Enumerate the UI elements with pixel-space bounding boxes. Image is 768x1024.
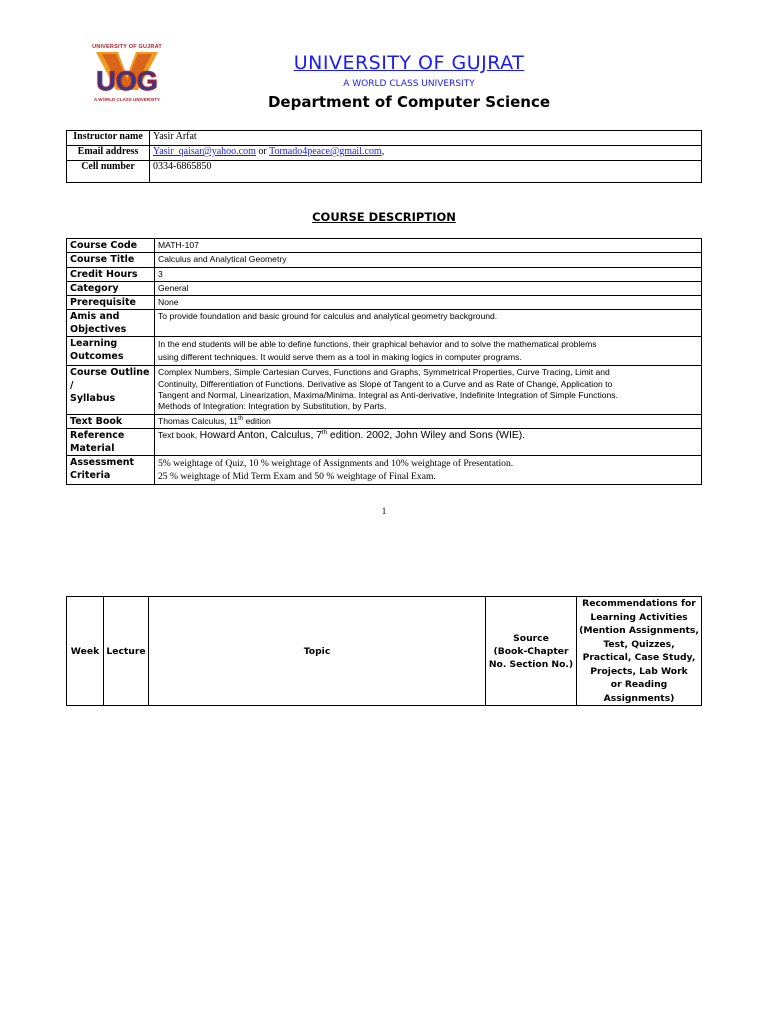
table-row [67, 310, 702, 337]
page-number: 1 [381, 506, 387, 516]
instructor-name: Yasir Arfat [150, 131, 702, 146]
outline-label-line2: Syllabus [70, 393, 116, 405]
assessment-line1: 5% weightage of Quiz, 10 % weightage of Assignments and 10% weightage of Presentation. [158, 457, 514, 469]
schedule-table [66, 596, 702, 706]
table-row [67, 414, 702, 428]
table-row [67, 296, 702, 310]
outline-label [67, 366, 155, 414]
email-value [150, 146, 702, 161]
logo-mark-text: UOG [96, 66, 158, 96]
table-row [67, 337, 702, 366]
course-code-label: Course Code [67, 239, 155, 253]
table-row [67, 455, 702, 484]
rec-line5: Practical, Case Study, [582, 652, 696, 663]
credit-hours-label: Credit Hours [67, 267, 155, 281]
category-label: Category [67, 281, 155, 295]
textbook-text-b: edition [243, 415, 271, 426]
cell-number: 0334-6865850 [150, 161, 702, 183]
outcomes [155, 337, 702, 366]
credit-hours: 3 [155, 267, 702, 281]
lecture-header: Lecture [104, 597, 149, 706]
source-line3: No. Section No.) [488, 658, 574, 670]
table-row [67, 253, 702, 267]
reference-text-c: edition. 2002, John Wiley and Sons (WIE). [327, 429, 526, 441]
aims-label-line2: Objectives [70, 324, 127, 336]
textbook-label: Text Book [67, 414, 155, 428]
rec-line4: Test, Quizzes, [603, 638, 675, 650]
source-header [486, 597, 577, 706]
outline-label-line1: Course Outline / [70, 367, 150, 392]
rec-line3: (Mention Assignments, [579, 625, 699, 636]
outline-line3: Tangent and Normal, Linearization, Maxima/Minima. Integral as Anti-derivative, Indefinite Integration of Simple Functions. [158, 390, 618, 401]
aims: To provide foundation and basic ground for calculus and analytical geometry background. [155, 310, 702, 337]
assessment [155, 455, 702, 484]
table-row [67, 161, 702, 183]
course-title: Calculus and Analytical Geometry [155, 253, 702, 267]
category: General [155, 281, 702, 295]
source-line1: Source [513, 632, 549, 644]
table-row [67, 131, 702, 146]
logo-top-text: UNIVERSITY OF GUJRAT [92, 44, 162, 50]
course-title-label: Course Title [67, 253, 155, 267]
rec-line7: or Reading Assignments) [603, 679, 675, 704]
outcomes-line2: using different techniques. It would serve them as a tool in making logics in computer programs. [158, 352, 522, 363]
reference-label [67, 428, 155, 455]
reference [155, 428, 702, 455]
topic-header: Topic [149, 597, 486, 706]
table-row [67, 428, 702, 455]
rec-line2: Learning Activities [590, 611, 688, 623]
instructor-table [66, 130, 702, 183]
reference-text-a: Text book, [158, 429, 200, 440]
reference-label-line1: Reference [70, 429, 125, 441]
cell-number-label: Cell number [67, 161, 150, 183]
email-label: Email address [67, 146, 150, 161]
assessment-label [67, 455, 155, 484]
course-description-table [66, 238, 702, 485]
outcomes-line1: In the end students will be able to define functions, their graphical behavior and to solve the mathematical problems [158, 339, 597, 350]
outcomes-label-line2: Outcomes [70, 351, 124, 363]
reference-label-line2: Material [70, 442, 115, 454]
textbook-sup: th [238, 415, 244, 422]
prerequisite-label: Prerequisite [67, 296, 155, 310]
assessment-line2: 25 % weightage of Mid Term Exam and 50 % weightage of Final Exam. [158, 470, 436, 482]
outcomes-label [67, 337, 155, 366]
logo-bottom-text: A WORLD CLASS UNIVERSITY [93, 97, 161, 102]
course-description-heading: COURSE DESCRIPTION [312, 210, 456, 224]
outline-line4: Methods of Integration: Integration by Substitution, by Parts. [158, 401, 387, 412]
instructor-name-label: Instructor name [67, 131, 150, 146]
table-row [67, 146, 702, 161]
assessment-label-line2: Criteria [70, 469, 111, 481]
aims-label [67, 310, 155, 337]
table-row [67, 281, 702, 295]
reference-sup: th [322, 430, 328, 437]
textbook [155, 414, 702, 428]
email-separator: or [255, 146, 270, 157]
reference-text-b: Howard Anton, Calculus, 7 [199, 429, 323, 441]
outline-line2: Continuity, Differentiation of Functions. Derivative as Slope of Tangent to a Curve and as Rate of Change, Application to [158, 378, 613, 389]
outcomes-label-line1: Learning [70, 338, 118, 350]
table-header-row [67, 597, 702, 706]
table-row [67, 267, 702, 281]
outline [155, 366, 702, 414]
email-tail: , [381, 146, 385, 157]
university-tagline: A WORLD CLASS UNIVERSITY [343, 79, 475, 89]
aims-label-line1: Amis and [70, 311, 120, 323]
email-link-yahoo[interactable]: Yasir_qaisar@yahoo.com [153, 146, 256, 157]
assessment-label-line1: Assessment [70, 456, 135, 468]
department-title: Department of Computer Science [267, 93, 551, 111]
week-header: Week [67, 597, 104, 706]
prerequisite: None [155, 296, 702, 310]
email-link-gmail[interactable]: Tornado4peace@gmail.com [269, 146, 382, 157]
recommendations-header [577, 597, 702, 706]
source-line2: (Book-Chapter [493, 645, 569, 657]
outline-line1: Complex Numbers, Simple Cartesian Curves, Functions and Graphs, Symmetrical Properties, Curve Tracing, Limit and [158, 367, 610, 378]
rec-line6: Projects, Lab Work [590, 665, 688, 677]
textbook-text-a: Thomas Calculus, 11 [158, 415, 239, 426]
table-row [67, 239, 702, 253]
rec-line1: Recommendations for [582, 598, 696, 609]
table-row [67, 366, 702, 414]
course-code: MATH-107 [155, 239, 702, 253]
university-title: UNIVERSITY OF GUJRAT [293, 52, 525, 74]
